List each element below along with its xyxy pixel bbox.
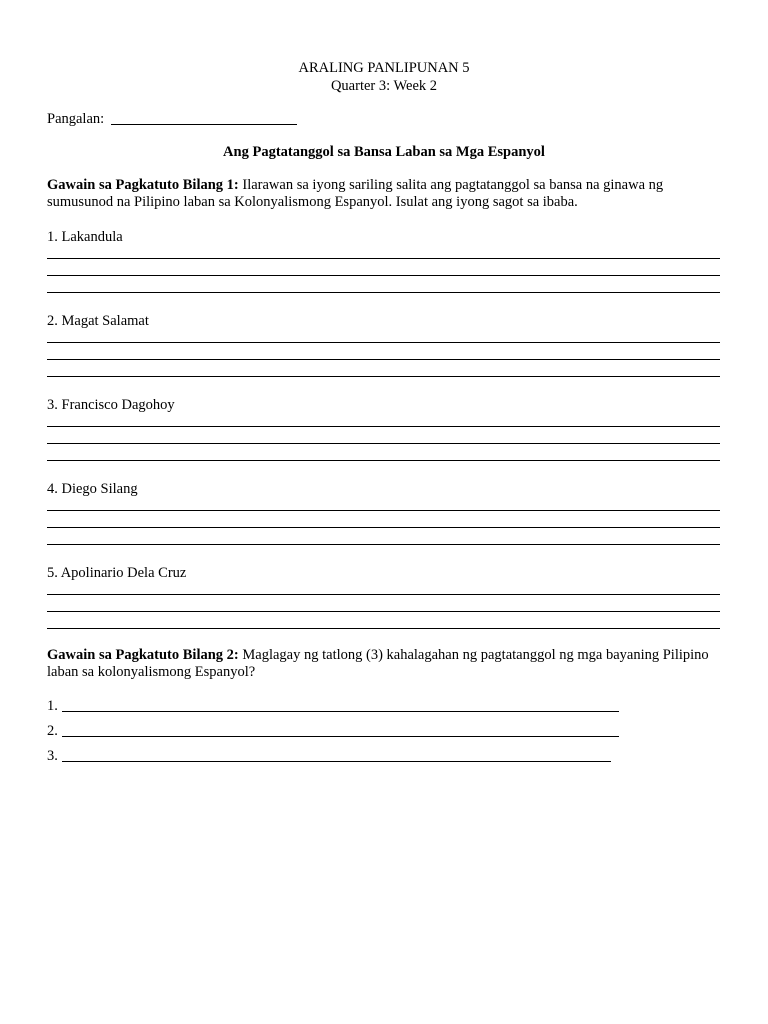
answer-line[interactable] — [47, 460, 720, 461]
name-label: Pangalan: — [47, 111, 105, 127]
answer-line[interactable] — [47, 376, 720, 377]
answer-line[interactable] — [62, 736, 619, 737]
name-blank-line[interactable] — [111, 124, 297, 125]
subject-heading: ARALING PANLIPUNAN 5 — [298, 60, 470, 76]
answer-line[interactable] — [47, 594, 720, 595]
activity2-text: Maglagay ng tatlong (3) kahalagahan ng pagtatanggol ng mga bayaning Pilipino laban sa kolonyalismong Espanyol? — [47, 647, 709, 680]
item-label: 3. Francisco Dagohoy — [47, 397, 175, 413]
answer-line[interactable] — [47, 342, 720, 343]
activity2-label: Gawain sa Pagkatuto Bilang 2: — [47, 647, 239, 663]
answer-line[interactable] — [62, 761, 611, 762]
item-label: 4. Diego Silang — [47, 481, 138, 497]
activity1-text: Ilarawan sa iyong sariling salita ang pagtatanggol sa bansa na ginawa ng sumusunod na Pilipino laban sa Kolonyalismong Espanyol. Isulat ang iyong sagot sa ibaba. — [47, 177, 664, 210]
answer-line[interactable] — [47, 275, 720, 276]
answer-line[interactable] — [62, 711, 619, 712]
worksheet-title: Ang Pagtatanggol sa Bansa Laban sa Mga Espanyol — [223, 144, 545, 160]
answer-line[interactable] — [47, 292, 720, 293]
answer-number: 2. — [47, 723, 58, 739]
answer-line[interactable] — [47, 544, 720, 545]
answer-number: 1. — [47, 698, 58, 714]
answer-number: 3. — [47, 748, 58, 764]
answer-line[interactable] — [47, 426, 720, 427]
answer-line[interactable] — [47, 258, 720, 259]
answer-line[interactable] — [47, 443, 720, 444]
activity1-label: Gawain sa Pagkatuto Bilang 1: — [47, 177, 239, 193]
answer-line[interactable] — [47, 527, 720, 528]
answer-line[interactable] — [47, 628, 720, 629]
activity2-instructions — [47, 647, 727, 681]
answer-line[interactable] — [47, 611, 720, 612]
answer-line[interactable] — [47, 510, 720, 511]
activity1-instructions — [47, 177, 727, 211]
item-label: 5. Apolinario Dela Cruz — [47, 565, 187, 581]
answer-line[interactable] — [47, 359, 720, 360]
item-label: 1. Lakandula — [47, 229, 123, 245]
item-label: 2. Magat Salamat — [47, 313, 149, 329]
quarter-heading: Quarter 3: Week 2 — [330, 78, 438, 94]
